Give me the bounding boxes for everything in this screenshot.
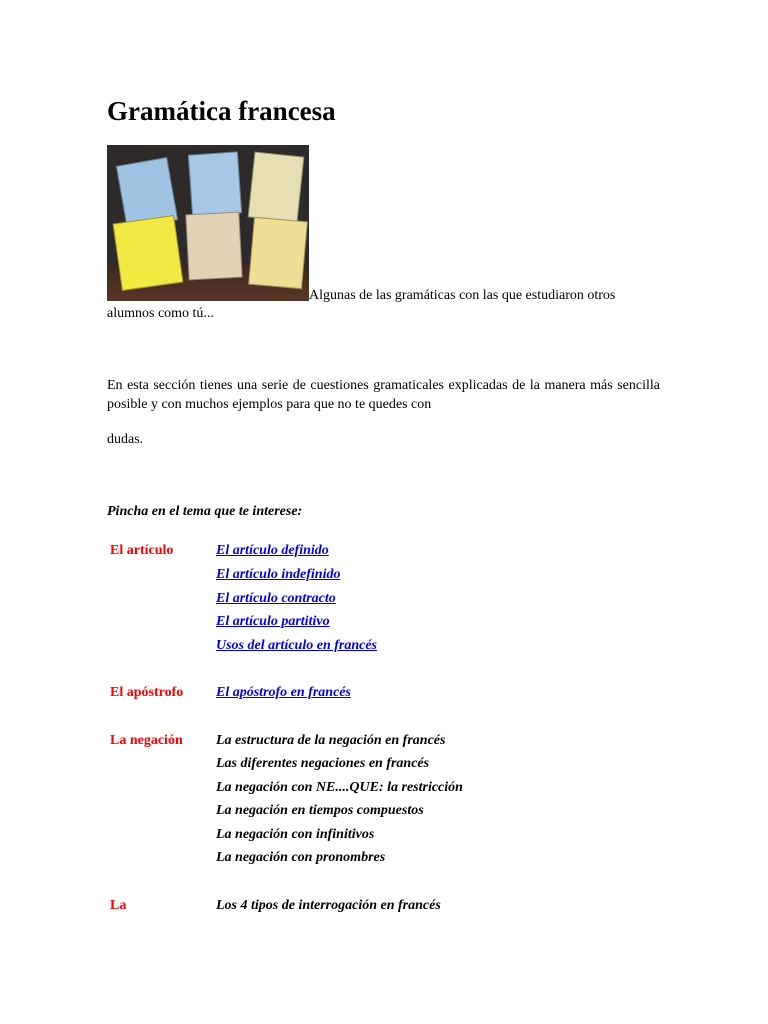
topic-link-usos-articulo[interactable]: Usos del artículo en francés	[216, 638, 377, 653]
category-negacion: La negación	[110, 733, 183, 748]
topics-prompt: Pincha en el tema que te interese:	[107, 504, 303, 519]
topic-negacion-tiempos-compuestos: La negación en tiempos compuestos	[216, 803, 424, 818]
category-articulo: El artículo	[110, 543, 174, 558]
topic-link-articulo-indefinido[interactable]: El artículo indefinido	[216, 567, 341, 582]
topic-link-articulo-contracto[interactable]: El artículo contracto	[216, 591, 336, 606]
topic-negacion-restriccion: La negación con NE....QUE: la restricción	[216, 780, 463, 795]
intro-paragraph: En esta sección tienes una serie de cuestiones gramaticales explicadas de la manera más sencilla posible y con muchos ejemplos para que no te quedes con	[107, 378, 660, 412]
topic-negacion-infinitivos: La negación con infinitivos	[216, 827, 375, 842]
book-image	[188, 151, 242, 216]
topic-link-apostrofo[interactable]: El apóstrofo en francés	[216, 685, 351, 700]
topic-link-articulo-definido[interactable]: El artículo definido	[216, 543, 329, 558]
category-interrogacion: La	[110, 898, 127, 913]
page-title: Gramática francesa	[107, 96, 336, 126]
book-image	[248, 152, 305, 223]
intro-continued: dudas.	[107, 432, 144, 447]
topic-interrogacion-tipos: Los 4 tipos de interrogación en francés	[216, 898, 441, 913]
book-image	[185, 212, 242, 281]
book-image	[248, 217, 308, 289]
topic-negacion-estructura: La estructura de la negación en francés	[216, 733, 446, 748]
category-apostrofo: El apóstrofo	[110, 685, 184, 700]
topic-negacion-diferentes: Las diferentes negaciones en francés	[216, 756, 430, 771]
book-image	[113, 215, 184, 291]
photo-caption: Algunas de las gramáticas con las que estudiaron otros alumnos como tú...	[107, 288, 616, 321]
grammar-books-photo	[107, 145, 309, 301]
topic-link-articulo-partitivo[interactable]: El artículo partitivo	[216, 614, 330, 629]
topic-negacion-pronombres: La negación con pronombres	[216, 850, 386, 865]
